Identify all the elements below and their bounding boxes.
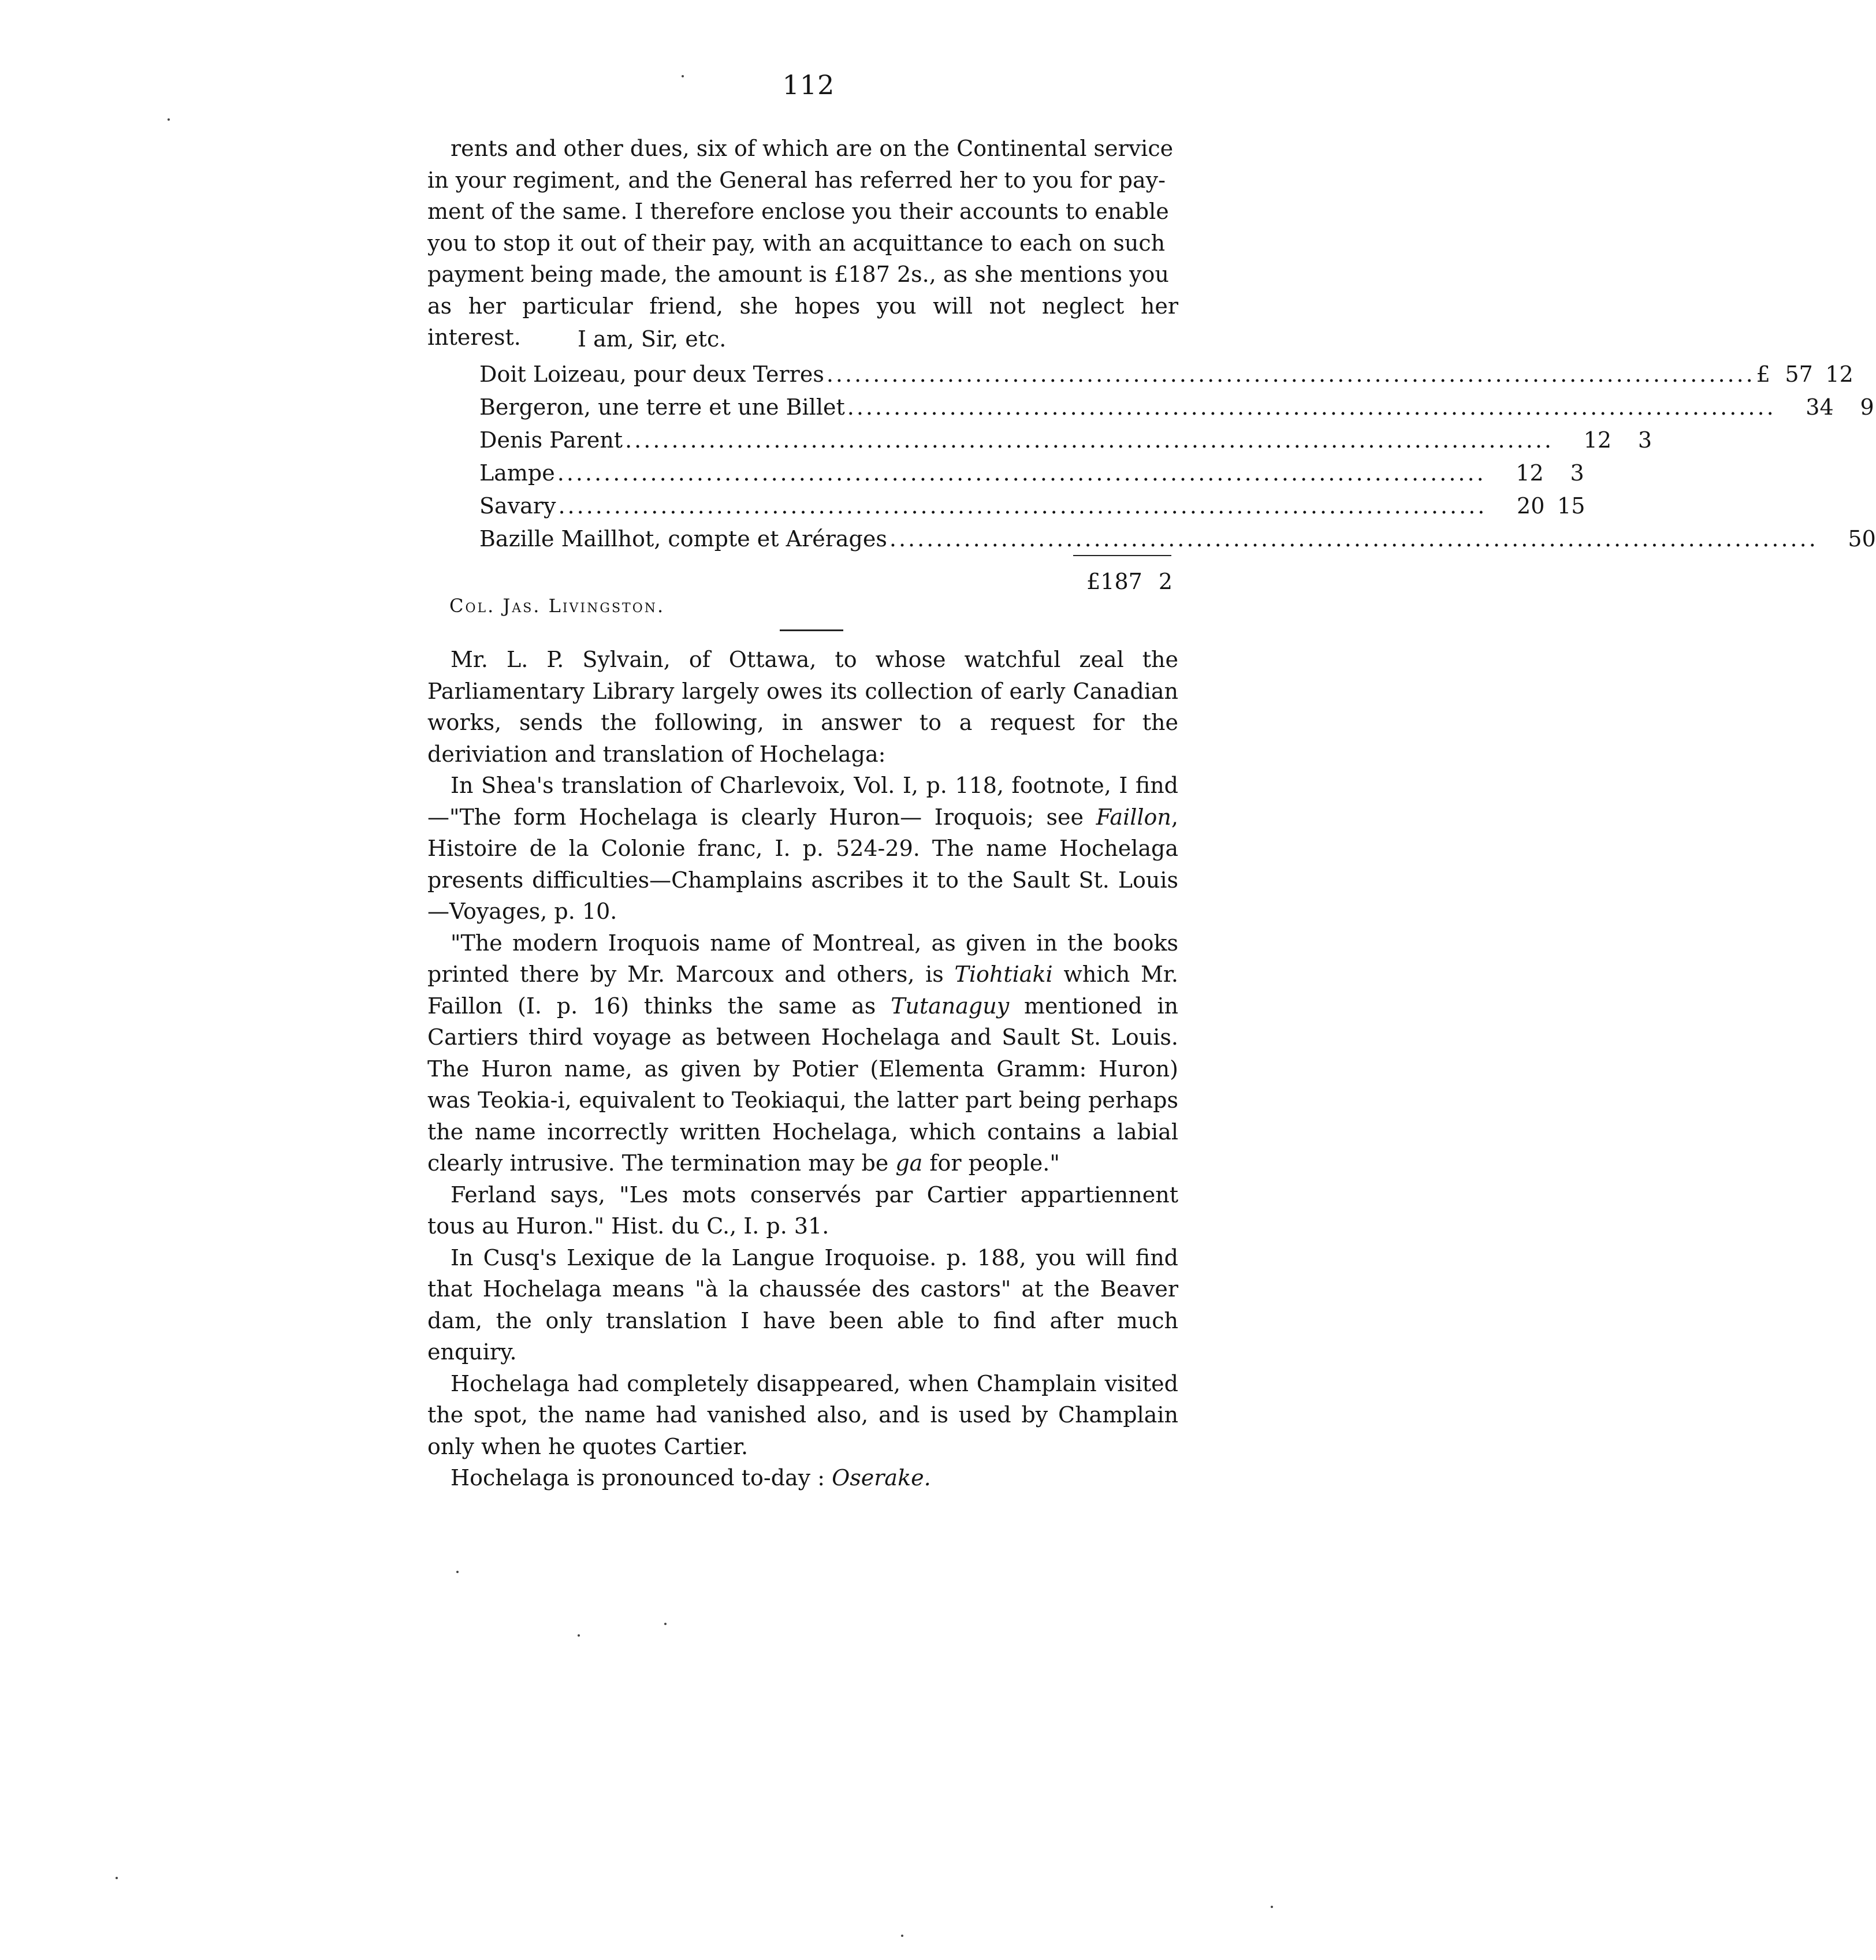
account-shillings: 15 bbox=[1557, 493, 1585, 519]
currency-sign: £ bbox=[1756, 362, 1770, 387]
account-row bbox=[479, 358, 1853, 391]
leader-dots: .................................................................................................... bbox=[558, 493, 1487, 519]
account-shillings: 3 bbox=[1637, 427, 1652, 453]
scan-speck bbox=[168, 118, 170, 121]
scan-speck bbox=[456, 1571, 459, 1573]
account-row bbox=[479, 523, 1876, 556]
letter-line: ment of the same. I therefore enclose you their accounts to enable bbox=[427, 199, 1169, 224]
section-divider bbox=[780, 629, 843, 631]
leader-dots: .................................................................................................... bbox=[557, 460, 1486, 486]
account-name: Doit Loizeau, pour deux Terres bbox=[479, 362, 824, 387]
scan-speck bbox=[682, 75, 684, 77]
paragraph: Mr. L. P. Sylvain, of Ottawa, to whose watchful zeal the Parliamentary Library largely owes its collection of early Canadian works, sends the following, in answer to a request for the deriviation and translation of Hochelaga: bbox=[427, 647, 1178, 767]
letter-line: as her particular friend, she hopes you will not neglect her interest. bbox=[427, 293, 1178, 350]
account-pounds: 50 bbox=[1848, 526, 1876, 552]
letter-line: in your regiment, and the General has referred her to you for pay- bbox=[427, 167, 1166, 193]
paragraph: Hochelaga had completely disappeared, when Champlain visited the spot, the name had vanished also, and is used by Champlain only when he quotes Cartier. bbox=[427, 1370, 1178, 1459]
account-row bbox=[479, 490, 1585, 523]
account-name: Lampe bbox=[479, 460, 555, 486]
account-shillings: 9 bbox=[1860, 394, 1874, 420]
account-shillings: 12 bbox=[1825, 362, 1853, 387]
total-shillings: 2 bbox=[1158, 569, 1172, 594]
letter-closing: I am, Sir, etc. bbox=[578, 326, 727, 352]
account-row bbox=[479, 457, 1584, 490]
total-pounds: £187 bbox=[1086, 569, 1142, 594]
account-row bbox=[479, 424, 1652, 457]
account-pounds: 12 bbox=[1583, 427, 1611, 453]
leader-dots: .................................................................................................... bbox=[847, 394, 1776, 420]
account-name: Bergeron, une terre et une Billet bbox=[479, 394, 845, 420]
scan-speck bbox=[664, 1623, 667, 1625]
paragraph: In Cusq's Lexique de la Langue Iroquoise. p. 188, you will find that Hochelaga means "à la chaussée des castors" at the Beaver dam, the only translation I have been able to find after much enquiry. bbox=[427, 1244, 1178, 1365]
account-name: Bazille Maillhot, compte et Arérages bbox=[479, 526, 887, 552]
sum-rule bbox=[1073, 555, 1171, 556]
letter-line: payment being made, the amount is £187 2s., as she mentions you bbox=[427, 262, 1169, 287]
sylvain-section bbox=[427, 644, 1178, 1494]
paragraph: "The modern Iroquois name of Montreal, as given in the books printed there by Mr. Marcoux and others, is Tiohtiaki which Mr. Faillon (I. p. 16) thinks the same as Tutanaguy mentioned in Cartiers third voyage as between Hochelaga and Sault St. Louis. The Huron name, as given by Potier (Elementa Gramm: Huron) was Teokia-i, equivalent to Teokiaqui, the latter part being perhaps the name incorrectly written Hochelaga, which contains a labial clearly intrusive. The termination may be ga for people." bbox=[427, 930, 1179, 1176]
scan-speck bbox=[1271, 1906, 1273, 1908]
paragraph: Ferland says, "Les mots conservés par Cartier appartiennent tous au Huron." Hist. du C., I. p. 31. bbox=[427, 1182, 1178, 1239]
account-pounds: 12 bbox=[1516, 460, 1544, 486]
account-pounds: 57 bbox=[1785, 362, 1813, 387]
letter-line: rents and other dues, six of which are on the Continental service bbox=[451, 136, 1174, 161]
account-shillings: 3 bbox=[1570, 460, 1584, 486]
leader-dots: .................................................................................................... bbox=[826, 362, 1755, 387]
account-name: Denis Parent bbox=[479, 427, 623, 453]
leader-dots: .................................................................................................... bbox=[889, 526, 1818, 552]
account-row bbox=[479, 391, 1874, 424]
scan-speck bbox=[578, 1634, 580, 1637]
scan-speck bbox=[116, 1877, 118, 1879]
scan-speck bbox=[901, 1935, 903, 1937]
account-list bbox=[479, 358, 1876, 556]
account-pounds: 20 bbox=[1517, 493, 1545, 519]
account-name: Savary bbox=[479, 493, 556, 519]
paragraph: In Shea's translation of Charlevoix, Vol. I, p. 118, footnote, I find—"The form Hochelaga is clearly Huron— Iroquois; see Faillon, Histoire de la Colonie franc, I. p. 524-29. The name Hochelaga presents difficulties—Champlains ascribes it to the Sault St. Louis —Voyages, p. 10. bbox=[427, 773, 1178, 924]
leader-dots: .................................................................................................... bbox=[625, 427, 1554, 453]
letter-line: you to stop it out of their pay, with an acquittance to each on such bbox=[427, 230, 1166, 256]
paragraph: Hochelaga is pronounced to-day : Oserake. bbox=[451, 1465, 931, 1491]
account-total bbox=[1040, 569, 1172, 594]
addressee: Col. Jas. Livingston. bbox=[449, 595, 665, 617]
page-number: 112 bbox=[782, 69, 835, 100]
account-pounds: 34 bbox=[1806, 394, 1834, 420]
letter-body bbox=[427, 133, 1178, 353]
